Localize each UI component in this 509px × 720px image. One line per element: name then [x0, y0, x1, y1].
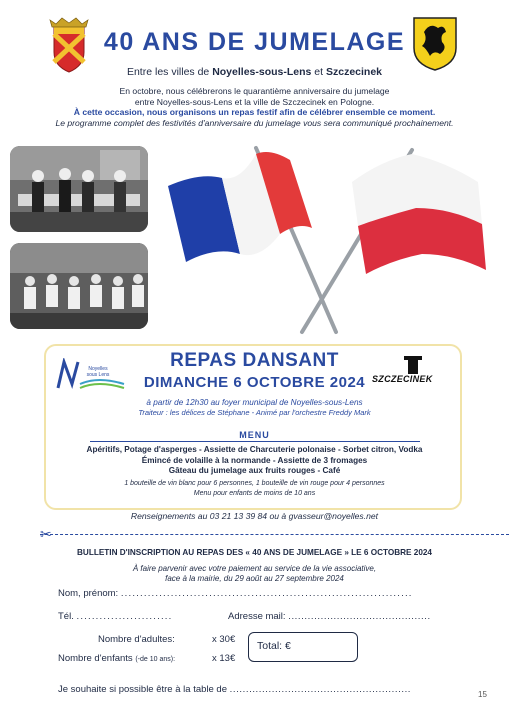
email-dots: ............................................: [288, 611, 431, 622]
menu-item: Gâteau du jumelage aux fruits rouges - Café: [168, 466, 341, 475]
total-label: Total: €: [257, 640, 291, 652]
intro-text: [0, 86, 509, 128]
children-note: (-de 10 ans):: [135, 656, 176, 663]
intro-line-2: entre Noyelles-sous-Lens et la ville de Szczecinek en Pologne.: [134, 96, 375, 107]
form-title: BULLETIN D'INSCRIPTION AU REPAS DES « 40 ANS DE JUMELAGE » LE 6 OCTOBRE 2024: [77, 548, 432, 557]
children-price: x 13€: [212, 653, 236, 664]
logo-right-text: SZCZECINEK: [372, 374, 433, 384]
menu-divider: [90, 441, 420, 442]
table-label: Je souhaite si possible être à la table de: [58, 684, 227, 695]
cut-line: [40, 534, 509, 535]
email-field[interactable]: [228, 611, 431, 622]
town-noyelles: Noyelles-sous-Lens: [212, 66, 312, 78]
french-flag-icon: [168, 152, 312, 262]
event-traiteur: Traiteur : les délices de Stéphane - Animé par l'orchestre Freddy Mark: [138, 408, 371, 417]
form-instructions: [0, 564, 509, 584]
logo-left-text: Noyelles sous Lens: [86, 366, 110, 378]
town-szczecinek: Szczecinek: [325, 66, 383, 78]
name-label: Nom, prénom:: [58, 588, 119, 599]
subtitle: [0, 66, 509, 78]
menu-title: MENU: [239, 430, 270, 440]
table-dots: ........................................................: [229, 684, 412, 695]
table-preference-field[interactable]: [58, 684, 411, 695]
event-date: DIMANCHE 6 OCTOBRE 2024: [143, 374, 366, 391]
name-field[interactable]: [58, 588, 413, 599]
subtitle-mid: et: [311, 66, 326, 78]
name-dots: ............................................................................: [120, 588, 413, 599]
adults-price: x 30€: [212, 634, 236, 645]
intro-line-1: En octobre, nous célébrerons le quarantième anniversaire du jumelage: [119, 86, 390, 96]
wine-note: [0, 479, 509, 498]
menu-item: Apéritifs, Potage d'asperges - Assiette de Charcuterie polonaise - Sorbet citron, Vodka: [86, 445, 423, 454]
form-instruction-2: face à la mairie, du 29 août au 27 septembre 2024: [165, 574, 344, 583]
email-label: Adresse mail:: [228, 611, 286, 622]
event-title: REPAS DANSANT: [170, 350, 339, 371]
children-field: [58, 653, 175, 664]
intro-line-4: Le programme complet des festivités d'anniversaire du jumelage vous sera communiqué prochainement.: [55, 117, 454, 128]
archive-photo-ceremony: [10, 146, 148, 232]
event-place: à partir de 12h30 au foyer municipal de Noyelles-sous-Lens: [146, 398, 363, 407]
page-title: 40 ANS DE JUMELAGE: [103, 28, 406, 56]
menu-item: Émincé de volaille à la normande - Assiette de 3 fromages: [141, 455, 368, 465]
menu-list: [0, 445, 509, 477]
wine-line: 1 bouteille de vin blanc pour 6 personnes, 1 bouteille de vin rouge pour 4 personnes: [124, 480, 385, 487]
kids-menu-line: Menu pour enfants de moins de 10 ans: [193, 489, 316, 497]
subtitle-prefix: Entre les villes de: [126, 66, 213, 78]
archive-photo-majorettes: [10, 243, 148, 329]
page-number: 15: [478, 690, 487, 699]
polish-flag-icon: [352, 154, 486, 274]
form-instruction-1: À faire parvenir avec votre paiement au service de la vie associative,: [132, 564, 377, 573]
tel-dots: .........................: [76, 611, 173, 622]
adults-label: Nombre d'adultes:: [98, 634, 175, 645]
scissors-icon: ✂: [40, 526, 52, 542]
intro-line-3: À cette occasion, nous organisons un repas festif afin de célébrer ensemble ce moment.: [73, 107, 436, 118]
children-label: Nombre d'enfants: [58, 653, 133, 664]
contact-info: Renseignements au 03 21 13 39 84 ou à gvasseur@noyelles.net: [130, 511, 379, 521]
crossed-flags-illustration: [160, 142, 500, 338]
tel-label: Tél.: [58, 611, 74, 622]
tel-field[interactable]: [58, 611, 172, 622]
